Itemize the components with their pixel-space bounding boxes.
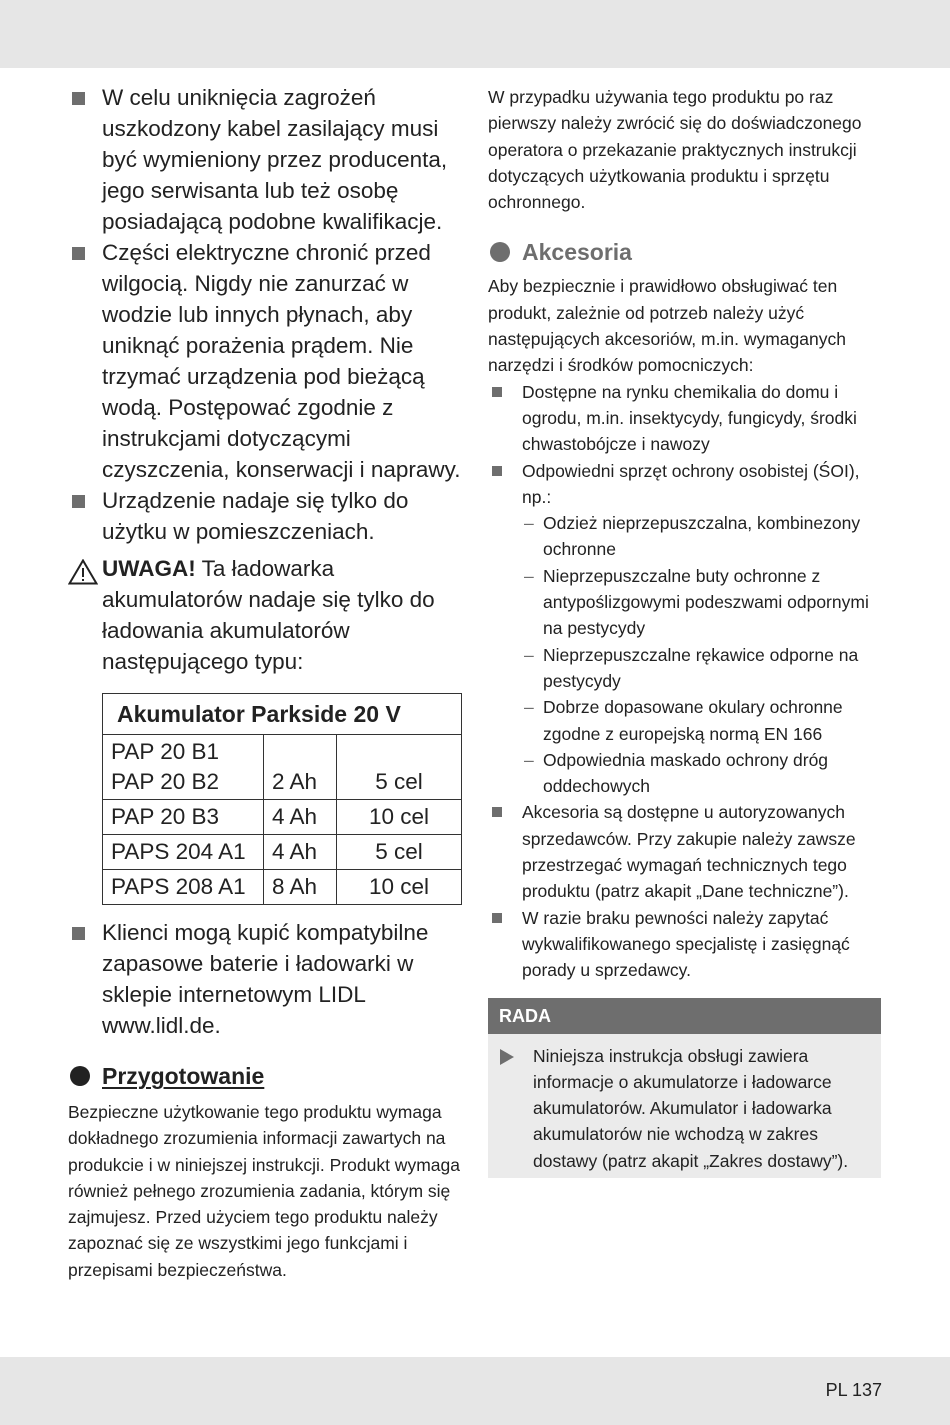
square-bullet-icon [492,387,502,397]
page-number: PL 137 [825,1380,882,1400]
bullet-text: Urządzenie nadaje się tylko do użytku w pomieszczeniach. [102,488,409,544]
warning-text: Ta ładowarka akumulatorów nadaje się tylko do ładowania akumulatorów następującego typu: [102,556,435,674]
section-paragraph: Bezpieczne użytkowanie tego produktu wymaga dokładnego zrozumienia informacji zawartych na produkcie i w niniejszej instrukcji. Produkt wymaga również pełnego zrozumienia zadania, którym się zajmujesz. Przed użyciem tego produktu należy zapoznać się ze wszystkimi jego funkcjami i przepisami bezpieczeństwa. [68,1102,460,1280]
warning-triangle-icon [68,559,98,585]
table-cell: PAP 20 B1 PAP 20 B2 [103,735,264,800]
square-bullet-icon [72,247,85,260]
tip-title: RADA [488,998,881,1034]
square-bullet-icon [492,913,502,923]
dash-bullet-icon: – [524,749,534,770]
warning-label: UWAGA! [102,556,196,581]
round-bullet-icon [70,1066,90,1086]
battery-table [102,693,462,905]
table-cell: PAPS 208 A1 [103,870,264,905]
left-column [68,82,468,1283]
table-cell: 5 cel [337,735,462,800]
table-cell: 8 Ah [264,870,337,905]
section-paragraph: Aby bezpiecznie i prawidłowo obsługiwać ten produkt, zależnie od potrzeb należy użyć następujących akcesoriów, m.in. wymaganych narzędzi i środków pomocniczych: [488,276,846,376]
table-cell: 5 cel [337,835,462,870]
table-cell: PAPS 204 A1 [103,835,264,870]
sub-list-item [488,694,888,747]
sub-list-item [488,510,888,563]
sub-list-item [488,563,888,642]
top-bar [0,0,950,68]
tip-body [488,1034,881,1178]
table-row [103,735,462,800]
table-cell: 10 cel [337,800,462,835]
list-item [68,485,468,547]
tip-text: Niniejsza instrukcja obsługi zawiera informacje o akumulatorze i ładowarce akumulatorów. Akumulator i ładowarka akumulatorów nie wchodzą w zakres dostawy (patrz akapit „Zakres dostawy”). [533,1045,849,1171]
round-bullet-icon [490,242,510,262]
table-row [103,800,462,835]
table-cell: 4 Ah [264,800,337,835]
square-bullet-icon [492,807,502,817]
square-bullet-icon [72,495,85,508]
section-title: Akcesoria [522,239,632,266]
dash-bullet-icon: – [524,644,534,665]
bullet-text: Akcesoria są dostępne u autoryzowanych sprzedawców. Przy zakupie należy zawsze przestrzegać wymagań technicznych tego produktu (patrz akapit „Dane techniczne”). [522,802,856,902]
sub-item-text: Dobrze dopasowane okulary ochronne zgodne z europejską normą EN 166 [543,697,843,744]
list-item [488,458,888,511]
sub-list-item [488,642,888,695]
section-heading [68,1061,468,1091]
table-cell: 10 cel [337,870,462,905]
table-cell: 2 Ah [264,735,337,800]
list-item [488,905,888,984]
bullet-text: Dostępne na rynku chemikalia do domu i ogrodu, m.in. insektycydy, fungicydy, środki chwastobójcze i nawozy [522,381,857,455]
section-heading [488,237,888,267]
dash-bullet-icon: – [524,513,534,534]
square-bullet-icon [72,92,85,105]
section-title: Przygotowanie [102,1063,265,1089]
list-item [68,917,468,1041]
intro-paragraph: W przypadku używania tego produktu po raz pierwszy należy zwrócić się do doświadczonego operatora o przekazanie praktycznych instrukcji dotyczących użytkowania produktu i sprzętu ochronnego. [488,87,862,213]
list-item [68,82,468,237]
sub-item-text: Odpowiednia maskado ochrony dróg oddechowych [543,749,829,797]
dash-bullet-icon: – [524,697,534,718]
square-bullet-icon [72,927,85,940]
table-cell: PAP 20 B3 [103,800,264,835]
table-row [103,870,462,905]
bullet-text: W razie braku pewności należy zapytać wykwalifikowanego specjalistę i zasięgnąć porady u sprzedawcy. [522,907,850,981]
tip-box [488,998,881,1178]
square-bullet-icon [492,466,502,476]
sub-list-item [488,747,888,800]
sub-item-text: Nieprzepuszczalne rękawice odporne na pestycydy [543,644,859,691]
bullet-text: Odpowiedni sprzęt ochrony osobistej (ŚOI), np.: [522,460,860,507]
list-item [68,237,468,485]
list-item [488,379,888,458]
table-cell: 4 Ah [264,835,337,870]
sub-item-text: Nieprzepuszczalne buty ochronne z antypoślizgowymi podeszwami odpornymi na pestycydy [543,565,869,639]
right-column [488,84,888,1178]
sub-item-text: Odzież nieprzepuszczalna, kombinezony ochronne [543,513,861,560]
bullet-text: Klienci mogą kupić kompatybilne zapasowe baterie i ładowarki w sklepie internetowym LIDL www.lidl.de. [102,920,429,1038]
bullet-text: W celu uniknięcia zagrożeń uszkodzony kabel zasilający musi być wymieniony przez producenta, jego serwisanta lub też osobę posiadającą podobne kwalifikacje. [102,85,448,234]
bottom-bar [0,1357,950,1425]
bullet-text: Części elektryczne chronić przed wilgocią. Nigdy nie zanurzać w wodzie lub innych płynach, aby uniknąć porażenia prądem. Nie trzymać urządzenia pod bieżącą wodą. Postępować zgodnie z instrukcjami dotyczącymi czyszczenia, konserwacji i naprawy. [102,240,461,482]
table-row [103,835,462,870]
list-item [488,799,888,904]
table-title: Akumulator Parkside 20 V [103,694,462,735]
dash-bullet-icon: – [524,565,534,586]
warning-note [68,553,468,677]
triangle-bullet-icon [500,1049,514,1065]
